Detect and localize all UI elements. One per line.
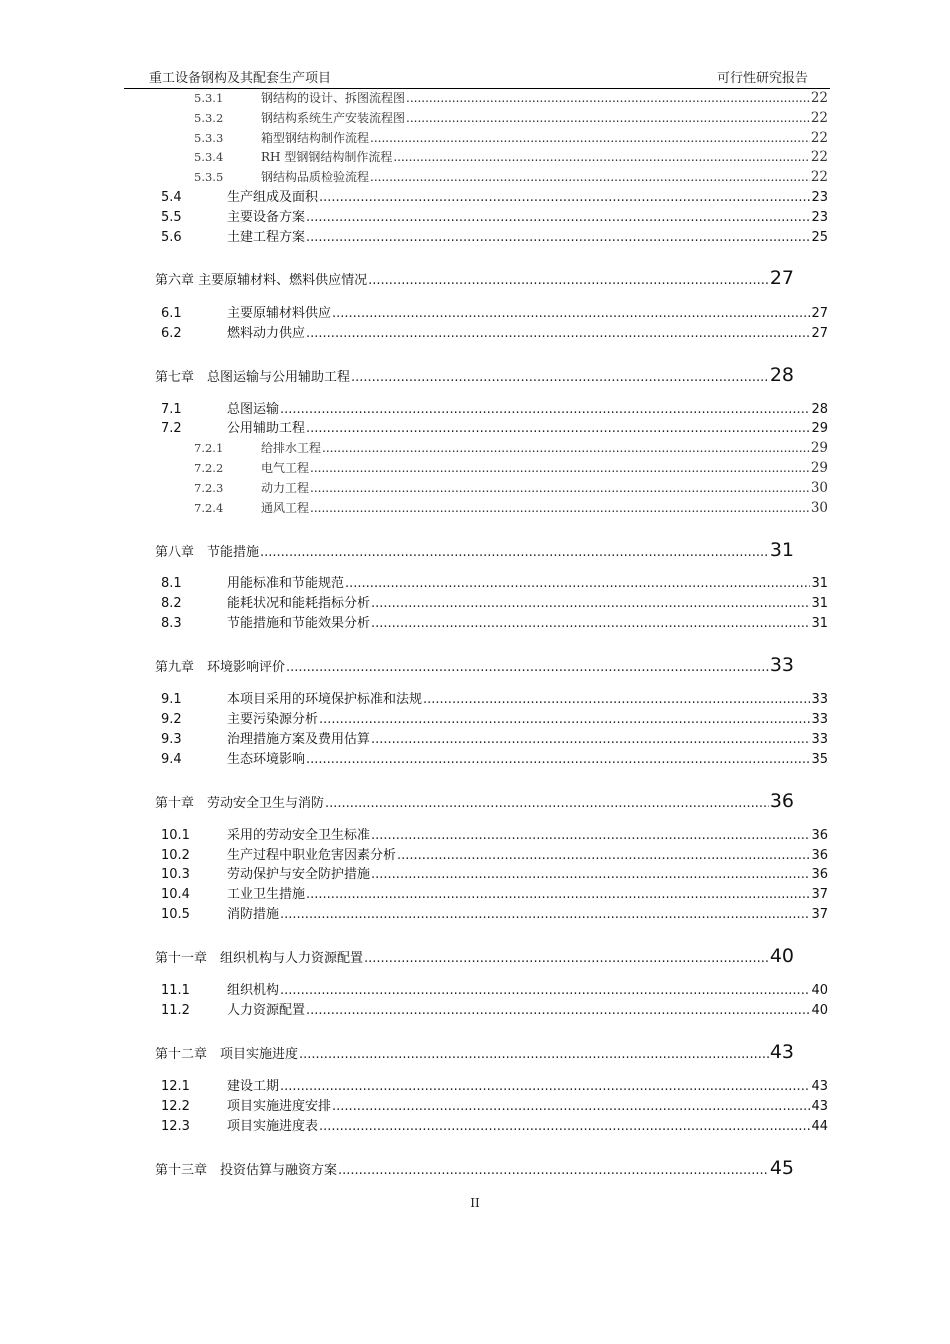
toc-entry-title: 钢结构品质检验流程 (261, 170, 370, 184)
dot-leader (310, 499, 810, 518)
toc-entry-title: 燃料动力供应 (227, 326, 306, 341)
toc-entry-page: 29 (810, 440, 828, 456)
toc-entry-page: 23 (811, 190, 828, 205)
toc-entry-page: 36 (811, 848, 828, 863)
toc-entry-page: 35 (811, 752, 828, 767)
toc-entry-9-4[interactable] (161, 750, 828, 770)
dot-leader (397, 846, 810, 866)
toc-entry-number: 10.4 (161, 887, 190, 902)
toc-entry-number: 7.2.3 (194, 481, 224, 495)
toc-entry-title: 建设工期 (227, 1079, 280, 1094)
toc-entry-title: 组织机构 (227, 983, 280, 998)
toc-entry-7-2-3[interactable] (194, 479, 828, 498)
toc-entry-title: 钢结构系统生产安装流程图 (261, 111, 406, 125)
toc-entry-title: 主要原辅材料供应 (227, 306, 332, 321)
toc-entry-number: 11.2 (161, 1003, 190, 1018)
toc-entry-title: 用能标准和节能规范 (227, 576, 345, 591)
toc-entry-9-2[interactable] (161, 710, 828, 730)
dot-leader (332, 304, 810, 324)
toc-entry-title: 箱型钢结构制作流程 (261, 131, 370, 145)
toc-entry-8-1[interactable] (161, 574, 828, 594)
toc-entry-page: 33 (811, 692, 828, 707)
running-header-title: 重工设备钢构及其配套生产项目 (149, 71, 332, 86)
toc-chapter-6[interactable] (155, 264, 794, 292)
toc-entry-5-4[interactable] (161, 188, 828, 208)
toc-chapter-title: 第八章 节能措施 (155, 545, 260, 560)
toc-chapter-page: 31 (769, 539, 794, 561)
dot-leader (319, 188, 810, 208)
toc-entry-page: 30 (810, 500, 828, 516)
toc-chapter-page: 36 (769, 790, 794, 812)
toc-chapter-title: 第十二章 项目实施进度 (155, 1047, 299, 1062)
toc-entry-number: 10.3 (161, 867, 190, 882)
toc-entry-title: 总图运输 (227, 402, 280, 417)
toc-entry-page: 22 (810, 90, 828, 106)
toc-entry-page: 29 (811, 421, 828, 436)
toc-entry-page: 43 (811, 1079, 828, 1094)
toc-entry-number: 5.3.2 (194, 111, 224, 125)
toc-entry-5-3-2[interactable] (194, 109, 828, 128)
toc-entry-page: 36 (811, 828, 828, 843)
dot-leader (371, 865, 810, 885)
toc-entry-title: 消防措施 (227, 907, 280, 922)
toc-entry-number: 10.1 (161, 828, 190, 843)
toc-entry-page: 31 (811, 616, 828, 631)
dot-leader (322, 439, 810, 458)
toc-entry-11-2[interactable] (161, 1001, 828, 1021)
toc-entry-title: 生产过程中职业危害因素分析 (227, 848, 397, 863)
toc-entry-page: 27 (811, 306, 828, 321)
toc-entry-number: 8.2 (161, 596, 182, 611)
toc-entry-title: 给排水工程 (261, 441, 322, 455)
toc-entry-page: 44 (811, 1119, 828, 1134)
toc-entry-number: 9.2 (161, 712, 182, 727)
dot-leader (332, 1097, 810, 1117)
toc-entry-title: 能耗状况和能耗指标分析 (227, 596, 371, 611)
toc-entry-title: 生产组成及面积 (227, 190, 319, 205)
toc-chapter-8[interactable] (155, 536, 794, 564)
toc-entry-number: 9.3 (161, 732, 182, 747)
toc-entry-page: 40 (811, 983, 828, 998)
toc-entry-page: 37 (811, 907, 828, 922)
toc-entry-number: 5.3.5 (194, 170, 224, 184)
toc-entry-number: 8.1 (161, 576, 182, 591)
toc-entry-12-2[interactable] (161, 1097, 828, 1117)
toc-entry-number: 10.2 (161, 848, 190, 863)
toc-entry-title: 主要污染源分析 (227, 712, 319, 727)
toc-entry-6-2[interactable] (161, 324, 828, 344)
toc-entry-number: 5.3.4 (194, 150, 224, 164)
toc-entry-12-3[interactable] (161, 1117, 828, 1137)
toc-entry-title: 本项目采用的环境保护标准和法规 (227, 692, 423, 707)
toc-entry-title: 公用辅助工程 (227, 421, 306, 436)
dot-leader (280, 1077, 810, 1097)
toc-entry-title: 钢结构的设计、拆图流程图 (261, 91, 406, 105)
toc-chapter-page: 45 (769, 1157, 794, 1179)
toc-entry-page: 27 (811, 326, 828, 341)
toc-entry-page: 31 (811, 576, 828, 591)
toc-entry-title: RH 型钢钢结构制作流程 (261, 150, 393, 164)
toc-chapter-7[interactable] (155, 361, 794, 389)
dot-leader (260, 539, 769, 564)
toc-entry-number: 9.4 (161, 752, 182, 767)
toc-chapter-title: 第七章 总图运输与公用辅助工程 (155, 370, 351, 385)
running-header-report-type: 可行性研究报告 (716, 71, 808, 86)
dot-leader (319, 1117, 810, 1137)
toc-entry-page: 37 (811, 887, 828, 902)
toc-entry-5-6[interactable] (161, 228, 828, 248)
toc-chapter-page: 40 (769, 945, 794, 967)
toc-entry-7-2-4[interactable] (194, 499, 828, 518)
toc-chapter-title: 第十一章 组织机构与人力资源配置 (155, 951, 364, 966)
dot-leader (371, 594, 810, 614)
toc-entry-title: 主要设备方案 (227, 210, 306, 225)
dot-leader (306, 208, 810, 228)
dot-leader (319, 710, 810, 730)
toc-entry-number: 6.1 (161, 306, 182, 321)
dot-leader (406, 109, 810, 128)
toc-chapter-title: 第九章 环境影响评价 (155, 660, 286, 675)
dot-leader (345, 574, 810, 594)
toc-entry-page: 22 (810, 149, 828, 165)
toc-entry-title: 节能措施和节能效果分析 (227, 616, 371, 631)
toc-chapter-page: 33 (769, 654, 794, 676)
toc-chapter-11[interactable] (155, 942, 794, 970)
toc-entry-title: 项目实施进度安排 (227, 1099, 332, 1114)
dot-leader (306, 228, 810, 248)
toc-entry-title: 治理措施方案及费用估算 (227, 732, 371, 747)
toc-entry-page: 31 (811, 596, 828, 611)
dot-leader (306, 419, 810, 439)
toc-entry-title: 劳动保护与安全防护措施 (227, 867, 371, 882)
toc-entry-page: 28 (811, 402, 828, 417)
toc-entry-8-2[interactable] (161, 594, 828, 614)
toc-entry-9-3[interactable] (161, 730, 828, 750)
toc-entry-6-1[interactable] (161, 304, 828, 324)
toc-entry-number: 5.4 (161, 190, 182, 205)
toc-entry-number: 5.5 (161, 210, 182, 225)
toc-entry-title: 工业卫生措施 (227, 887, 306, 902)
toc-chapter-title: 第十章 劳动安全卫生与消防 (155, 796, 325, 811)
toc-entry-page: 23 (811, 210, 828, 225)
toc-entry-number: 7.2.1 (194, 441, 224, 455)
toc-entry-page: 22 (810, 130, 828, 146)
toc-entry-7-2-2[interactable] (194, 459, 828, 478)
toc-entry-7-2-1[interactable] (194, 439, 828, 458)
toc-entry-7-1[interactable] (161, 400, 828, 420)
toc-entry-page: 22 (810, 169, 828, 185)
toc-entry-page: 22 (810, 110, 828, 126)
toc-entry-number: 6.2 (161, 326, 182, 341)
toc-entry-10-4[interactable] (161, 885, 828, 905)
toc-entry-10-5[interactable] (161, 905, 828, 925)
toc-entry-10-3[interactable] (161, 865, 828, 885)
toc-chapter-page: 43 (769, 1041, 794, 1063)
toc-entry-number: 9.1 (161, 692, 182, 707)
toc-entry-number: 11.1 (161, 983, 190, 998)
toc-entry-page: 33 (811, 732, 828, 747)
toc-chapter-13[interactable] (155, 1154, 794, 1182)
toc-entry-title: 通风工程 (261, 501, 310, 515)
dot-leader (286, 654, 769, 679)
dot-leader (371, 730, 810, 750)
toc-entry-number: 8.3 (161, 616, 182, 631)
toc-entry-number: 12.1 (161, 1079, 190, 1094)
toc-entry-title: 电气工程 (261, 461, 310, 475)
toc-chapter-12[interactable] (155, 1038, 794, 1066)
dot-leader (306, 1001, 810, 1021)
toc-entry-page: 40 (811, 1003, 828, 1018)
dot-leader (338, 1157, 769, 1182)
toc-entry-title: 生态环境影响 (227, 752, 306, 767)
dot-leader (306, 324, 810, 344)
toc-entry-5-3-5[interactable] (194, 168, 828, 187)
toc-entry-5-3-1[interactable] (194, 89, 828, 108)
dot-leader (325, 790, 769, 815)
toc-entry-title: 人力资源配置 (227, 1003, 306, 1018)
toc-chapter-page: 28 (769, 364, 794, 386)
toc-entry-number: 5.3.1 (194, 91, 224, 105)
toc-entry-8-3[interactable] (161, 614, 828, 634)
toc-entry-5-3-3[interactable] (194, 129, 828, 148)
dot-leader (310, 479, 810, 498)
dot-leader (280, 905, 810, 925)
toc-entry-page: 29 (810, 460, 828, 476)
toc-chapter-page: 27 (769, 267, 794, 289)
toc-entry-number: 7.2.2 (194, 461, 224, 475)
toc-entry-number: 7.2 (161, 421, 182, 436)
dot-leader (306, 885, 810, 905)
dot-leader (406, 89, 810, 108)
toc-entry-page: 36 (811, 867, 828, 882)
toc-entry-10-1[interactable] (161, 826, 828, 846)
dot-leader (310, 459, 810, 478)
dot-leader (370, 129, 810, 148)
dot-leader (280, 981, 810, 1001)
dot-leader (280, 400, 810, 420)
toc-entry-title: 动力工程 (261, 481, 310, 495)
toc-entry-title: 项目实施进度表 (227, 1119, 319, 1134)
dot-leader (368, 267, 769, 292)
toc-entry-9-1[interactable] (161, 690, 828, 710)
dot-leader (364, 945, 769, 970)
dot-leader (371, 826, 810, 846)
dot-leader (393, 148, 809, 167)
dot-leader (371, 614, 810, 634)
dot-leader (299, 1041, 769, 1066)
toc-entry-page: 33 (811, 712, 828, 727)
dot-leader (423, 690, 810, 710)
dot-leader (306, 750, 810, 770)
toc-entry-page: 25 (811, 230, 828, 245)
toc-entry-number: 7.2.4 (194, 501, 224, 515)
toc-chapter-title: 第十三章 投资估算与融资方案 (155, 1163, 338, 1178)
toc-entry-title: 采用的劳动安全卫生标准 (227, 828, 371, 843)
toc-entry-title: 土建工程方案 (227, 230, 306, 245)
toc-entry-5-5[interactable] (161, 208, 828, 228)
toc-chapter-10[interactable] (155, 787, 794, 815)
toc-entry-12-1[interactable] (161, 1077, 828, 1097)
toc-entry-number: 7.1 (161, 402, 182, 417)
toc-entry-page: 43 (811, 1099, 828, 1114)
dot-leader (351, 364, 769, 389)
toc-entry-7-2[interactable] (161, 419, 828, 439)
page-number: II (470, 1196, 480, 1210)
toc-chapter-9[interactable] (155, 651, 794, 679)
toc-entry-number: 12.3 (161, 1119, 190, 1134)
dot-leader (370, 168, 810, 187)
toc-entry-number: 5.3.3 (194, 131, 224, 145)
toc-entry-number: 10.5 (161, 907, 190, 922)
toc-entry-5-3-4[interactable] (194, 148, 828, 167)
toc-entry-10-2[interactable] (161, 846, 828, 866)
toc-entry-11-1[interactable] (161, 981, 828, 1001)
toc-entry-page: 30 (810, 480, 828, 496)
toc-entry-number: 5.6 (161, 230, 182, 245)
toc-entry-number: 12.2 (161, 1099, 190, 1114)
toc-chapter-title: 第六章 主要原辅材料、燃料供应情况 (155, 273, 368, 288)
